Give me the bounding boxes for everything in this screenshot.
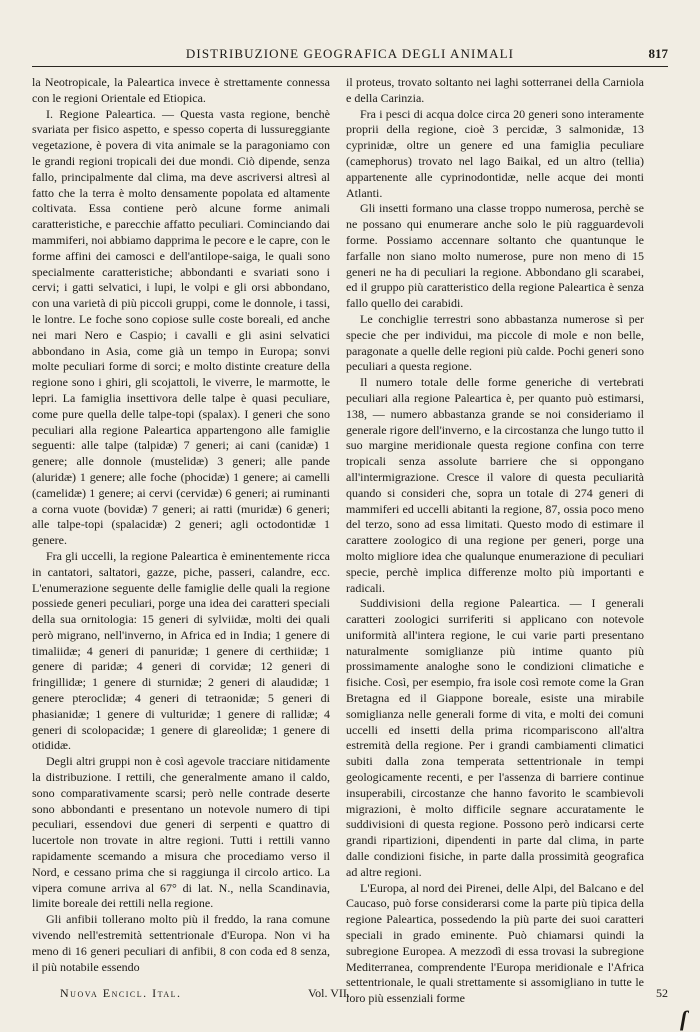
right-column: [346, 75, 644, 1007]
paragraph: Gli insetti formano una classe troppo numerosa, perchè se ne possano qui enumerare anche solo le più ragguardevoli forme. Possiamo accennare soltanto che quantunque le farfalle non siano molto numerose, pure non meno di 15 generi ne ha di peculiari la regione. Abbondano gli scarabei, ed il gruppo più caratteristico della regione Paleartica è senza fallo quello dei carabidi.: [346, 201, 644, 311]
paragraph: il proteus, trovato soltanto nei laghi sotterranei della Carniola e della Carinzia.: [346, 75, 644, 105]
paragraph: L'Europa, al nord dei Pirenei, delle Alpi, del Balcano e del Caucaso, può forse considerarsi come la parte più tipica della regione Paleartica, possedendo la più parte dei suoi caratteri speciali in grado eminente. Può chiamarsi quindi la subregione Europea. A mezzodì di essa trovasi la subregione Mediterranea, comprendente l'Europa meridionale e l'Africa settentrionale, le quali strettamente si assomigliano in tutte le loro più essenziali forme: [346, 880, 644, 1006]
sheet-number: 52: [656, 986, 668, 1000]
publication-name: Nuova Encicl. Ital.: [60, 986, 182, 1000]
volume-label: Vol. VII.: [308, 986, 350, 1000]
page-header: [32, 44, 668, 67]
paragraph: Il numero totale delle forme generiche di vertebrati peculiari alla regione Paleartica è, per quanto può estimarsi, 138, — numero abbastanza grande se noi consideriamo il generale rigore dell'inverno, e la circostanza che lungo tutto il suo margine meridionale questa regione confina con terre tropicali senza assolute barriere che si oppongano all'intermigrazione. Cresce il valore di questa peculiarità quando si consideri che, sopra un totale di 274 generi di mammiferi ed uccelli abitanti la regione, 87, ossia poco meno del terzo, sono ad essa limitati. Questo modo di estimare il carattere zoologico di una regione per generi, porge una molto migliore idea che qualunque enumerazione di peculiari specie, perchè implica differenze molto più importanti e radicali.: [346, 375, 644, 595]
left-column: [32, 75, 330, 975]
paragraph: Degli altri gruppi non è così agevole tracciare nitidamente la distribuzione. I rettili, che generalmente amano il caldo, sono comparativamente scarsi; però nelle contrade deserte sono abbondanti e presentano un notevole numero di tipi peculiari, essendovi due generi di serpenti e quattro di lucertole non trovate in altre regioni. Tutti i rettili vanno rapidamente scemando a misura che procediamo verso il Nord, e cessano prima che si raggiunga il circolo artico. La vipera comune arriva al 67° di lat. N., nella Scandinavia, limite boreale dei rettili nella regione.: [32, 754, 330, 911]
paragraph: Le conchiglie terrestri sono abbastanza numerose sì per specie che per individui, ma piccole di mole e non belle, paragonate a quelle delle regioni più calde. Pochi generi sono peculiari a questa regione.: [346, 311, 644, 374]
paragraph: Gli anfibii tollerano molto più il freddo, la rana comune vivendo nell'estremità settentrionale d'Europa. Non vi ha meno di 16 generi peculiari di anfibii, 8 con coda ed 8 senza, il più notabile essendo: [32, 912, 330, 974]
paragraph: Suddivisioni della regione Paleartica. — I generali caratteri zoologici surriferiti si applicano con notevole uniformità all'intera regione, le cui varie parti presentano naturalmente somiglianze più intime quanto più prossimamente analoghe sono le condizioni climatiche e fisiche. Così, per esempio, fra isole così remote come la Gran Bretagna ed il Giappone boreale, esiste una mirabile somiglianza nelle generali forme di vita, e molti dei comuni uccelli ed insetti della prima ricompariscono all'altra estremità della regione. Per i grandi cambiamenti climatici subiti dalla zona temperata settentrionale in tempi geologicamente recenti, e per l'assenza di barriere continue insuperabili, circostanze che hanno favorito le scambievoli migrazioni, è molto difficile segnare accuratamente le suddivisioni di questa regione. Possono però indicarsi certe grandi ripartizioni, dipendenti in parte dal clima, in parte dalle condizioni fisiche, in parte dalla prossimità geografica ad altre regioni.: [346, 596, 644, 879]
paragraph: Fra gli uccelli, la regione Paleartica è eminentemente ricca in cantatori, saltatori, gazze, piche, passeri, calandre, ecc. L'enumerazione seguente delle famiglie delle quali la regione possiede generi peculiari, porge una idea dei caratteri speciali della sua ornitologia: 15 generi di sylviidæ, molti dei quali però migrano, nell'inverno, in Africa ed in India; 1 genere di timaliidæ; 4 generi di panuridæ; 1 genere di certhiidæ; 1 genere di paridæ; 4 generi di corvidæ; 12 generi di fringillidæ; 1 genere di sturnidæ; 2 generi di alaudidæ; 1 genere pteroclidæ; 4 generi di tetraonidæ; 5 generi di phasianidæ; 1 genere di vulturidæ; 1 genere di rallidæ; 4 generi di scolopacidæ; 1 genere di glareolidæ; 1 genere di otididæ.: [32, 548, 330, 753]
paragraph: Fra i pesci di acqua dolce circa 20 generi sono interamente proprii della regione, cioè 3 percidæ, 3 salmonidæ, 13 cyprinidæ, oltre un genere ed una famiglia peculiare (camephorus) trovato nel lago Baikal, ed un altro (tellia) appartenente alle cyprinodontidæ, nelle acque dei monti Atlanti.: [346, 106, 644, 200]
page-number: 817: [648, 46, 668, 61]
paragraph: la Neotropicale, la Paleartica invece è strettamente connessa con le regioni Orientale ed Etiopica.: [32, 75, 330, 105]
corner-mark: ſ: [680, 1006, 688, 1031]
running-title: DISTRIBUZIONE GEOGRAFICA DEGLI ANIMALI: [185, 46, 515, 61]
page-footer: [32, 986, 668, 1006]
paragraph: I. Regione Paleartica. — Questa vasta regione, benchè svariata per fisico aspetto, e spesso coperta di lussureggiante vegetazione, è povera di vita animale se la paragoniamo con le grandi regioni tropicali dei due mondi. Ciò dipende, senza fallo, principalmente dal clima, ma deve ascriversi altresì al fatto che la terra è molto densamente popolata ed altamente coltivata. Essa contiene però alcune forme animali caratteristiche, e parecchie affatto peculiari. Cominciando dai mammiferi, noi abbiamo dapprima le pecore e le capre, con le forme affini dei camosci e dell'antilope-saiga, le quali sono specialmente caratteristiche; abbondanti e svariati sono i cervi; i gatti selvatici, i lupi, le volpi e gli orsi abbondano, con una varietà di più piccoli gruppi, come le donnole, i tassi, le lontre. Le foche sono copiose sulle coste boreali, ed anche nei mari Nero e Caspio; i cavalli e gli asini selvatici abbondano in Asia, come già un tempo in Europa; sonvi molte peculiari forme di sorci; e molto distinte creature della regione sono i ghiri, gli scojattoli, le viverre, le marmotte, le lepri. La famiglia insettivora delle talpe è quasi peculiare, come pure quella delle talpe-topi (spalax). I generi che sono peculiari alla regione Paleartica appartengono alle famiglie seguenti: alle talpe (talpidæ) 7 generi; ai cani (canidæ) 1 genere; alle donnole (mustelidæ) 3 generi; alle pande (aluridæ) 1 genere; alle foche (phocidæ) 1 genere; ai camelli (camelidæ) 1 genere; ai cervi (cervidæ) 6 generi; ai ruminanti a corna vuote (bovidæ) 7 generi; ai ratti (muridæ) 6 generi; alle talpe-topi (spalacidæ) 2 generi; agli octodontidæ 1 genere.: [32, 106, 330, 548]
